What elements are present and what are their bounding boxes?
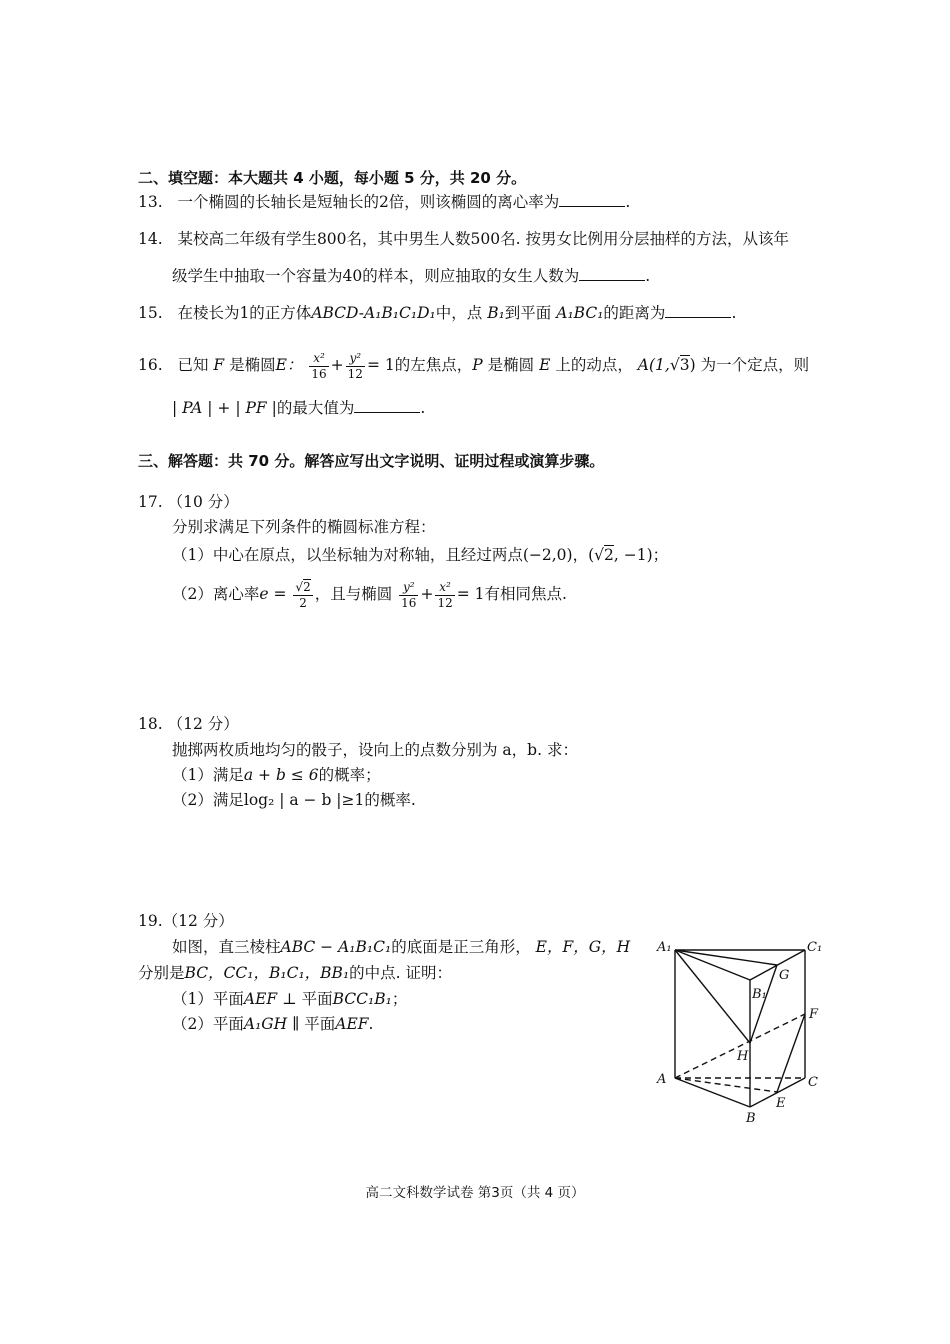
q17-p2-text-c: 有相同焦点. [484, 585, 567, 603]
q19-line2-text-a: 分别是 [138, 964, 185, 982]
parallel-symbol: ∥ [292, 1015, 300, 1033]
q19-p2-text-a: （2）平面 [172, 1015, 244, 1033]
q17-fraction-2 [435, 580, 454, 611]
q16-text-b: 是椭圆 [229, 356, 276, 374]
plane-A1GH: A₁GH [243, 1015, 288, 1033]
q15-point: B₁ [487, 304, 505, 322]
frac-denominator: 12 [347, 366, 363, 381]
q17-intro: 分别求满足下列条件的椭圆标准方程： [172, 518, 436, 536]
q18-part1 [172, 765, 381, 785]
q19-segments: BC，CC₁，B₁C₁，BB₁ [184, 964, 350, 982]
perpendicular-symbol: ⊥ [282, 990, 297, 1008]
q16-point-A: A(1, [637, 356, 670, 374]
q16-text-d: 是椭圆 [487, 356, 535, 374]
q19-p1-text-a: （1）平面 [172, 990, 244, 1008]
q19-line2-text-b: 的中点. 证明： [349, 964, 453, 982]
q19-line1-text-a: 如图，直三棱柱 [172, 938, 281, 956]
equals-one: = 1 [456, 585, 485, 603]
q15-text-c: 到平面 [504, 304, 552, 322]
q14-line1: 某校高二年级有学生800名，其中男生人数500名. 按男女比例用分层抽样的方法，从该年 [177, 230, 789, 248]
label-C1: C₁ [807, 940, 823, 955]
segment-GH [750, 965, 777, 1043]
section-3-heading: 三、解答题：共 70 分。解答应写出文字说明、证明过程或演算步骤。 [138, 452, 605, 470]
frac-numerator: x² [435, 580, 454, 596]
q18-p1-text-b: 的概率； [318, 766, 381, 784]
sqrt-radicand: 2 [604, 546, 614, 564]
q19-prism: ABC − A₁B₁C₁ [280, 938, 392, 956]
prism-figure [655, 935, 830, 1130]
label-G: G [779, 968, 790, 983]
edge-B1C1 [750, 950, 805, 980]
frac-denominator: 2 [299, 595, 307, 610]
sqrt-symbol: √ [594, 546, 605, 564]
section-2-heading: 二、填空题：本大题共 4 小题，每小题 5 分，共 20 分。 [138, 169, 527, 187]
sqrt-radicand: 3 [679, 356, 690, 374]
answer-blank [559, 192, 625, 207]
q19-header: 19.（12 分） [138, 912, 234, 930]
label-B1: B₁ [752, 987, 767, 1002]
q19-p1-text-b: 平面 [301, 990, 333, 1008]
label-A1: A₁ [657, 940, 672, 955]
plane-AEF: AEF [335, 1015, 369, 1033]
plane-AEF: AEF [243, 990, 278, 1008]
question-14 [138, 229, 789, 249]
sqrt-radicand: 2 [303, 579, 311, 594]
q15-number: 15. [138, 304, 163, 322]
q16-E: E： [275, 356, 303, 374]
q19-points: E，F，G，H [535, 938, 631, 956]
q18-part2 [172, 790, 416, 810]
q13-number: 13. [138, 193, 163, 211]
q19-part1 [172, 989, 407, 1009]
q16-number: 16. [138, 356, 163, 374]
q17-fraction-1 [399, 580, 418, 611]
segment-A1H [675, 950, 750, 1043]
q17-header: 17. （10 分） [138, 493, 239, 511]
label-H: H [737, 1049, 749, 1064]
q18-p1-expression: a + b ≤ 6 [243, 766, 319, 784]
equals-one: = 1 [366, 356, 395, 374]
sqrt-symbol: √ [669, 356, 680, 374]
q18-p2-text-b: 的概率. [364, 791, 416, 809]
q16-line2-text: 的最大值为 [276, 399, 355, 417]
q18-p1-text-a: （1）满足 [172, 766, 244, 784]
question-16-cont: | PA | + | PF |的最大值为 . [172, 399, 426, 417]
q17-eccentricity-fraction [293, 580, 312, 611]
q15-plane: A₁BC₁ [556, 304, 604, 322]
question-16 [138, 345, 809, 385]
q19-p2-end: . [368, 1015, 374, 1033]
q18-p2-expression: log₂ | a − b |≥1 [243, 791, 365, 809]
q16-text-e: 上的动点， [555, 356, 633, 374]
q16-F: F [213, 356, 225, 374]
frac-numerator: y² [399, 580, 418, 596]
answer-blank [665, 303, 731, 318]
q16-fraction-2 [346, 351, 365, 382]
segment-AE-hidden [675, 1078, 777, 1092]
label-E: E [776, 1096, 786, 1111]
q17-part1 [172, 545, 668, 565]
frac-denominator: 12 [437, 595, 453, 610]
plus-sign: + [330, 356, 344, 374]
q17-p1-end: , −1)； [613, 546, 669, 564]
eccentricity: e = [259, 585, 287, 603]
q18-header: 18. （12 分） [138, 715, 239, 733]
q18-intro: 抛掷两枚质地均匀的骰子，设向上的点数分别为 a，b. 求： [172, 741, 578, 759]
q19-line1 [172, 937, 630, 957]
q19-line2 [138, 963, 452, 983]
q13-text: 一个椭圆的长轴长是短轴长的2倍，则该椭圆的离心率为 [177, 193, 560, 211]
q18-p2-text-a: （2）满足 [172, 791, 244, 809]
q19-p2-text-b: 平面 [304, 1015, 336, 1033]
q16-text-c: 的左焦点， [394, 356, 473, 374]
q16-expression: | PA | + | PF | [172, 399, 277, 417]
q15-text-d: 的距离为 [603, 304, 666, 322]
page-footer: 高二文科数学试卷 第3页（共 4 页） [365, 1185, 585, 1201]
answer-blank [354, 398, 420, 413]
q17-p2-text-a: （2）离心率 [172, 585, 260, 603]
q16-E2: E [539, 356, 551, 374]
question-14-cont: 级学生中抽取一个容量为40的样本，则应抽取的女生人数为 . [172, 267, 651, 285]
frac-numerator: x² [309, 351, 328, 367]
frac-numerator: y² [346, 351, 365, 367]
q15-text-a: 在棱长为1的正方体 [177, 304, 312, 322]
sqrt-symbol: √ [295, 579, 304, 594]
question-13: 13. 一个椭圆的长轴长是短轴长的2倍，则该椭圆的离心率为 . [138, 193, 631, 211]
answer-blank [579, 266, 645, 281]
label-F: F [809, 1007, 819, 1022]
q14-number: 14. [138, 230, 163, 248]
frac-denominator: 16 [311, 366, 327, 381]
q16-text-a: 已知 [177, 356, 209, 374]
q19-line1-text-b: 的底面是正三角形， [391, 938, 531, 956]
question-15: 15. 在棱长为1的正方体ABCD-A₁B₁C₁D₁中，点 B₁到平面 A₁BC₁的距离为 . [138, 304, 737, 322]
q14-line2: 级学生中抽取一个容量为40的样本，则应抽取的女生人数为 [172, 267, 580, 285]
q17-part2 [172, 574, 567, 614]
q16-text-f: 为一个定点，则 [700, 356, 810, 374]
plus-sign: + [420, 585, 434, 603]
close-paren: ) [689, 356, 696, 374]
label-A: A [657, 1072, 667, 1087]
plane-BCC1B1: BCC₁B₁ [332, 990, 392, 1008]
q16-fraction-1 [309, 351, 328, 382]
frac-denominator: 16 [401, 595, 417, 610]
label-B: B [746, 1111, 756, 1126]
q19-p1-end: ； [391, 990, 408, 1008]
q17-p1-text: （1）中心在原点，以坐标轴为对称轴，且经过两点(−2,0)，( [172, 546, 595, 564]
segment-A1G [675, 950, 777, 965]
q17-p2-text-b: ，且与椭圆 [314, 585, 393, 603]
q16-P: P [472, 356, 483, 374]
q19-part2 [172, 1014, 373, 1034]
edge-AB [675, 1078, 750, 1107]
q15-text-b: 中，点 [435, 304, 483, 322]
label-C: C [808, 1075, 818, 1090]
frac-numerator [293, 580, 312, 596]
q15-cube: ABCD-A₁B₁C₁D₁ [311, 304, 436, 322]
